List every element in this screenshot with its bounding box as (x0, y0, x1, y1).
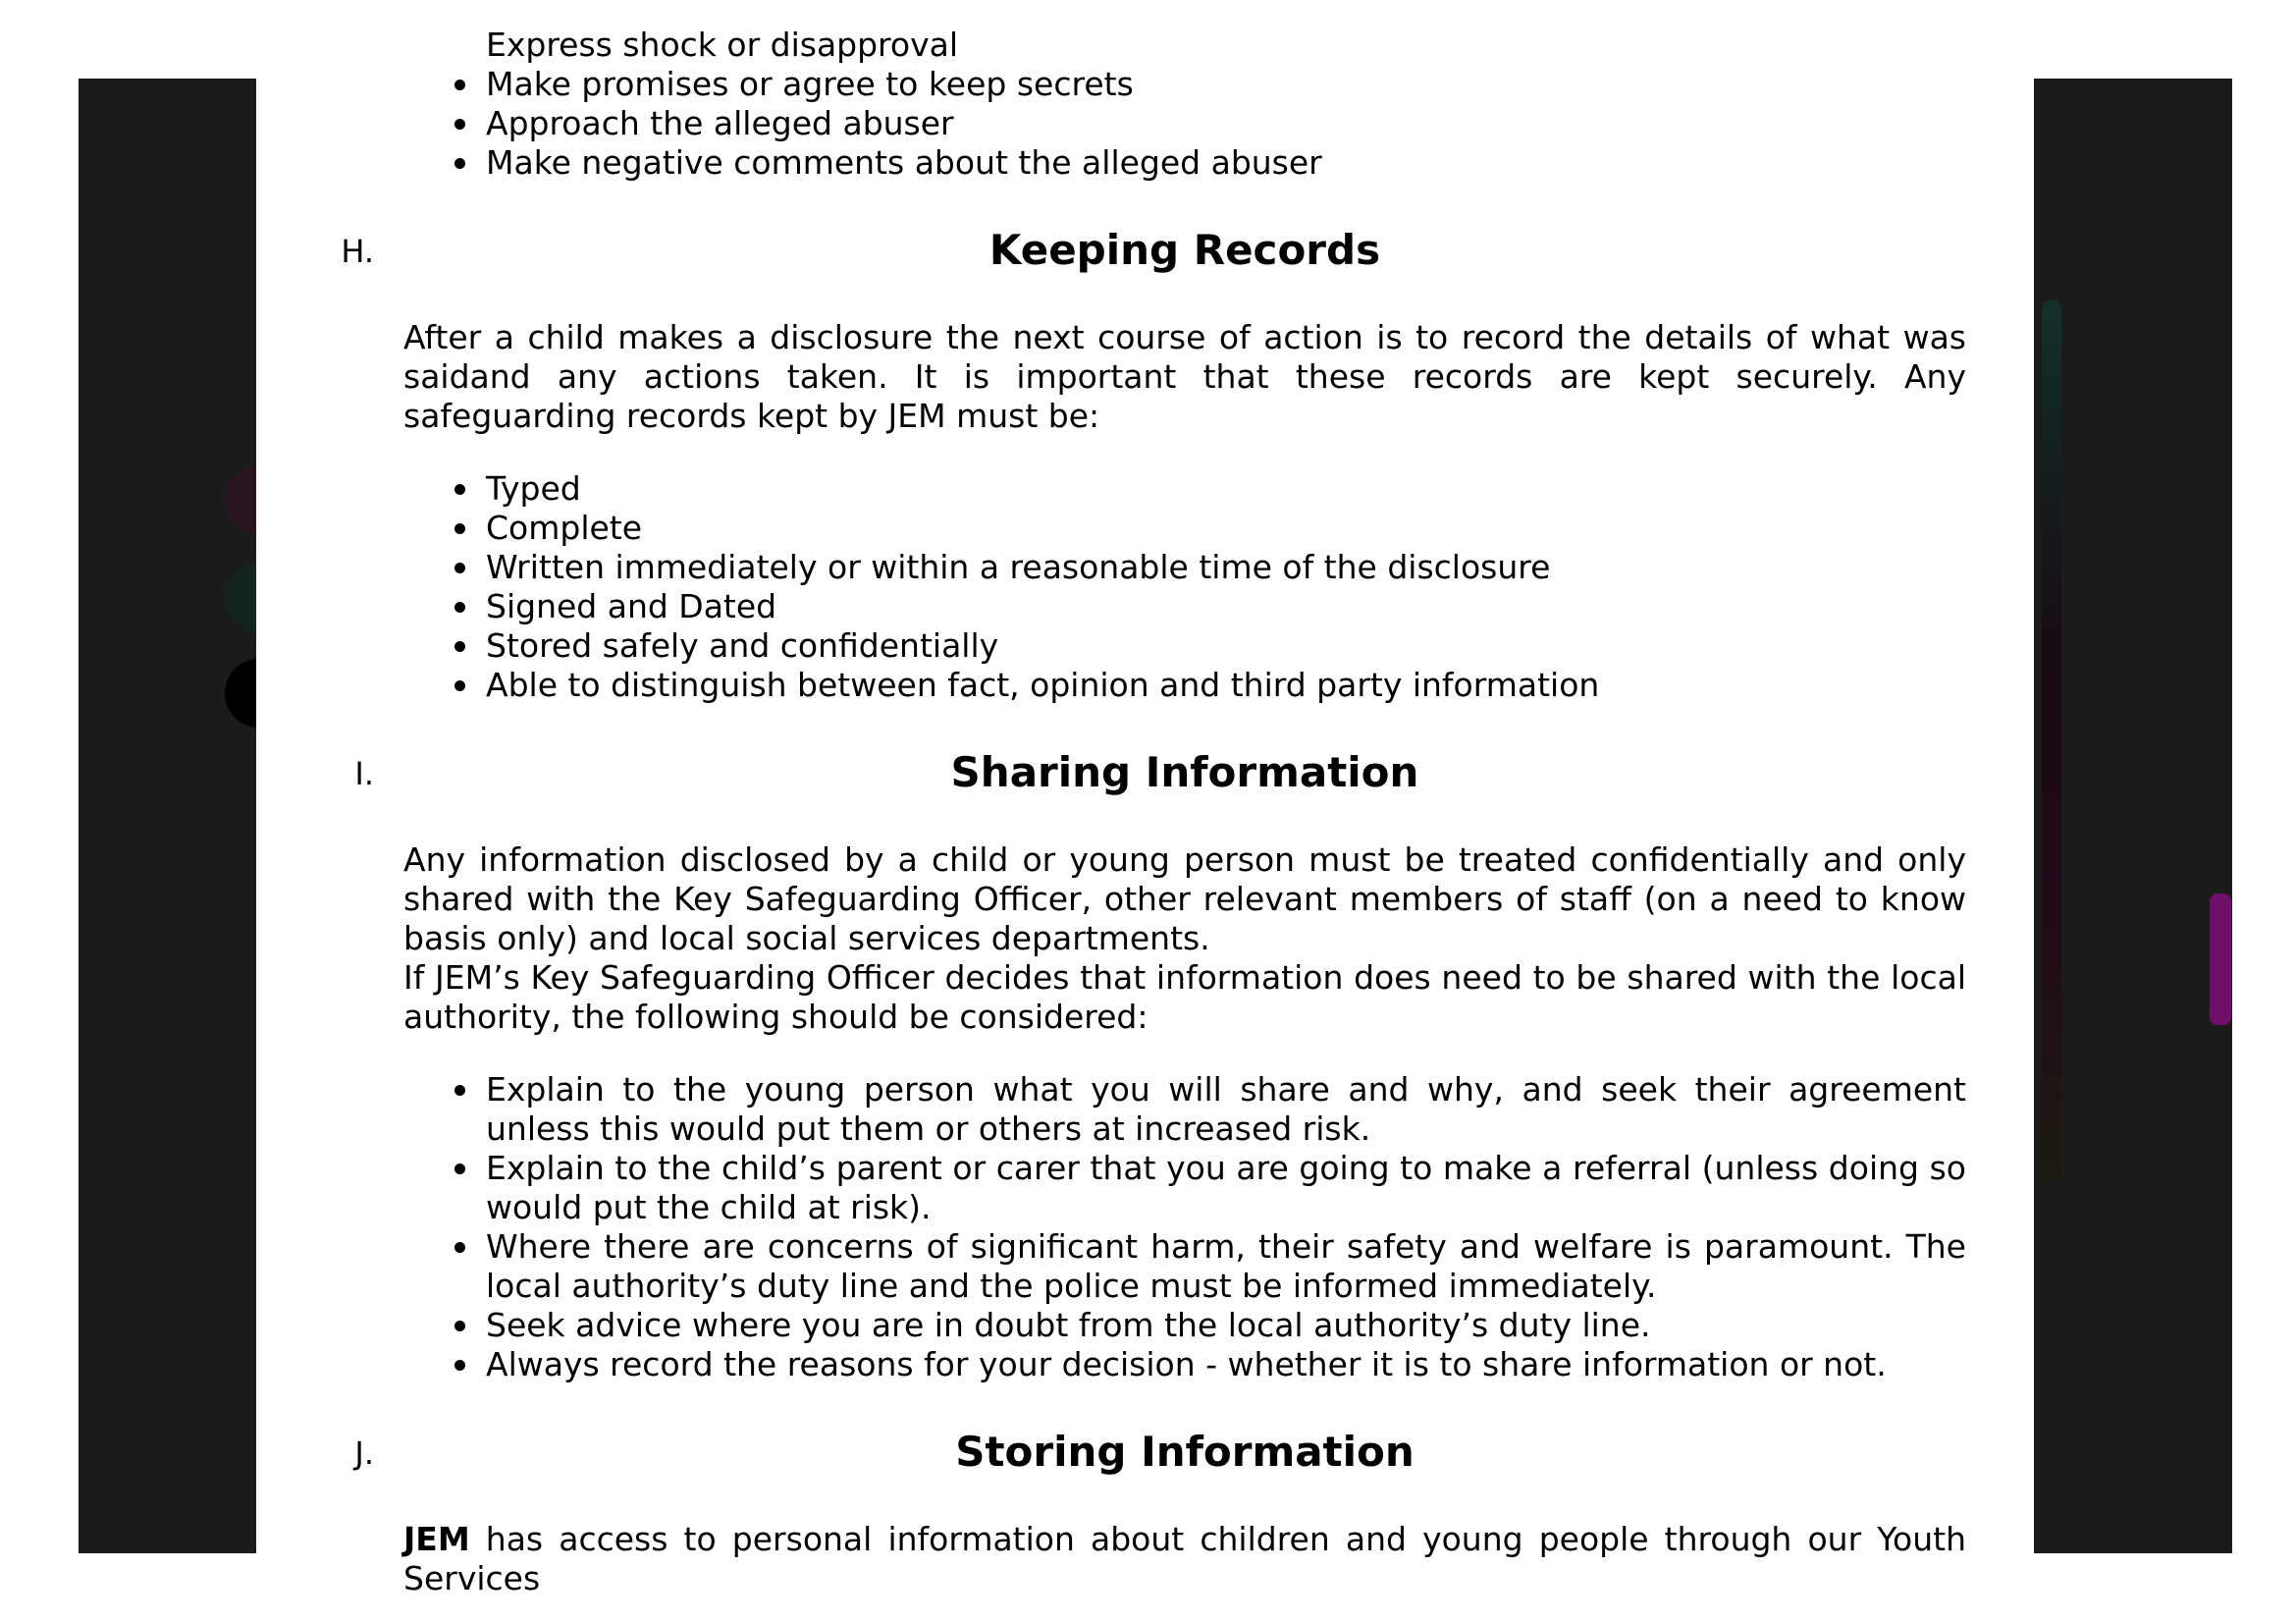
records-bullet-list (403, 469, 1966, 705)
cut-off-text: Express shock or disapproval (486, 26, 959, 64)
list-item: Stored safely and confidentially (486, 626, 1966, 666)
list-item: Seek advice where you are in doubt from the local authority’s duty line. (486, 1306, 1966, 1345)
section-letter: I. (354, 755, 374, 792)
paragraph-text: has access to personal information about children and young people through our Youth Services (403, 1520, 1966, 1597)
section-heading-j (354, 1428, 1966, 1477)
section-heading-h (341, 226, 1966, 275)
list-item: Signed and Dated (486, 587, 1966, 626)
list-item: Able to distinguish between fact, opinion and third party information (486, 666, 1966, 705)
section-title: Storing Information (955, 1428, 1415, 1476)
list-item: Explain to the child’s parent or carer that you are going to make a referral (unless doing so would put the child at risk). (486, 1149, 1966, 1226)
list-item: Approach the alleged abuser (486, 104, 1966, 143)
bold-lead: JEM (403, 1520, 470, 1558)
list-item: Where there are concerns of significant harm, their safety and welfare is paramount. The local authority’s duty line and the police must be informed immediately. (486, 1227, 1966, 1305)
paragraph: Any information disclosed by a child or young person must be treated confidentially and only shared with the Key Safeguarding Officer, other relevant members of staff (on a need to know basis only) and local social services departments. (403, 840, 1966, 957)
list-item: Make negative comments about the alleged abuser (486, 143, 1966, 183)
paragraph (403, 1520, 1966, 1598)
section-letter: H. (341, 233, 374, 270)
decorative-gradient-strip (2042, 299, 2061, 1183)
sharing-bullet-list (403, 1070, 1966, 1384)
list-item: Typed (486, 469, 1966, 509)
list-item: Complete (486, 509, 1966, 548)
cut-off-line (403, 26, 1966, 65)
list-item: Explain to the young person what you will share and why, and seek their agreement unless this would put them or others at increased risk. (486, 1070, 1966, 1148)
section-title: Keeping Records (988, 226, 1381, 274)
list-item: Always record the reasons for your decision - whether it is to share information or not. (486, 1345, 1966, 1384)
paragraph: After a child makes a disclosure the next course of action is to record the details of what was saidand any actions taken. It is important that these records are kept securely. Any safeguarding records kept by JEM must be: (403, 318, 1966, 435)
right-dark-panel (2034, 79, 2232, 1553)
scrollbar-thumb[interactable] (2210, 893, 2231, 1025)
list-item: Written immediately or within a reasonable time of the disclosure (486, 548, 1966, 587)
section-letter: J. (354, 1434, 374, 1472)
document-content (341, 26, 1966, 1598)
paragraph: If JEM’s Key Safeguarding Officer decides that information does need to be shared with the local authority, the following should be considered: (403, 958, 1966, 1036)
top-bullet-list (403, 65, 1966, 183)
section-title: Sharing Information (950, 748, 1419, 796)
left-dark-panel (79, 79, 256, 1553)
list-item: Make promises or agree to keep secrets (486, 65, 1966, 104)
document-page (256, 0, 2034, 1623)
section-heading-i (354, 748, 1966, 797)
